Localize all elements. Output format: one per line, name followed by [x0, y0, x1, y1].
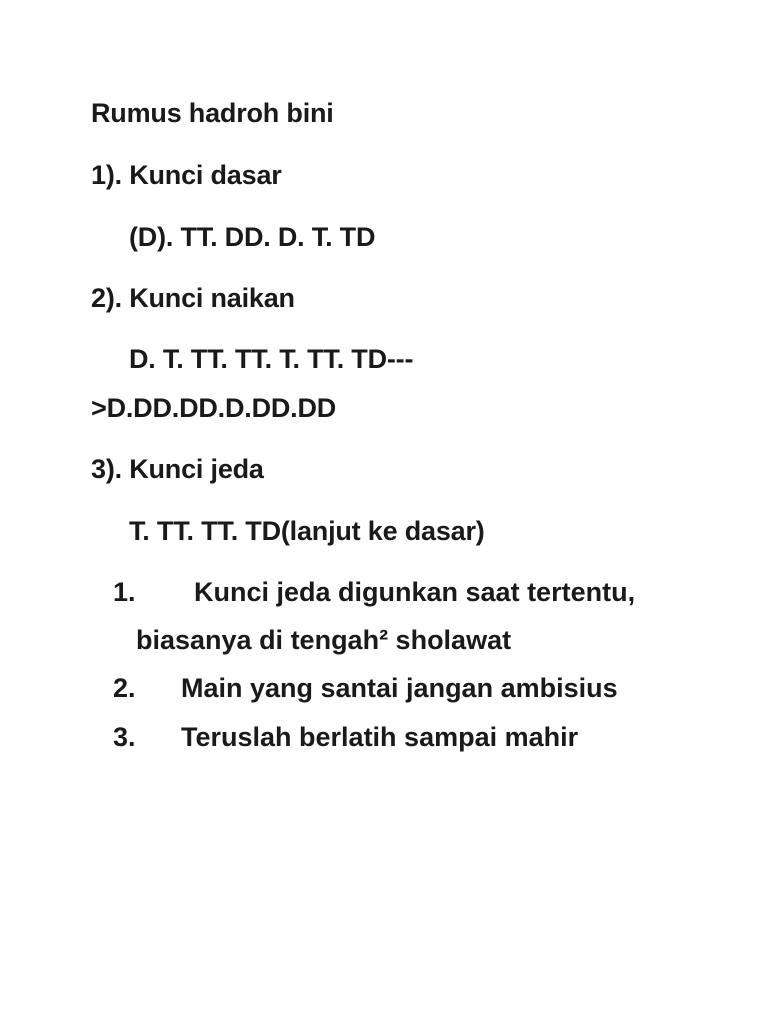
note-1-text: Kunci jeda digunkan saat tertentu, [194, 577, 636, 607]
section-3-heading: 3). Kunci jeda [91, 454, 264, 484]
section-2-heading: 2). Kunci naikan [91, 283, 295, 313]
section-3-pattern: T. TT. TT. TD(lanjut ke dasar) [129, 516, 485, 546]
section-2-pattern-line-1: D. T. TT. TT. T. TT. TD--- [129, 344, 414, 374]
note-1-number: 1. [113, 577, 136, 607]
note-3-number: 3. [113, 722, 136, 752]
document-title: Rumus hadroh bini [91, 98, 334, 128]
section-2-pattern-line-2: >D.DD.DD.D.DD.DD [91, 393, 337, 423]
note-2-number: 2. [113, 673, 136, 703]
section-1-heading: 1). Kunci dasar [91, 160, 282, 190]
note-3-text: Teruslah berlatih sampai mahir [181, 722, 579, 752]
section-1-pattern: (D). TT. DD. D. T. TD [129, 222, 376, 252]
note-1-continuation: biasanya di tengah² sholawat [136, 625, 512, 655]
note-2-text: Main yang santai jangan ambisius [181, 673, 618, 703]
